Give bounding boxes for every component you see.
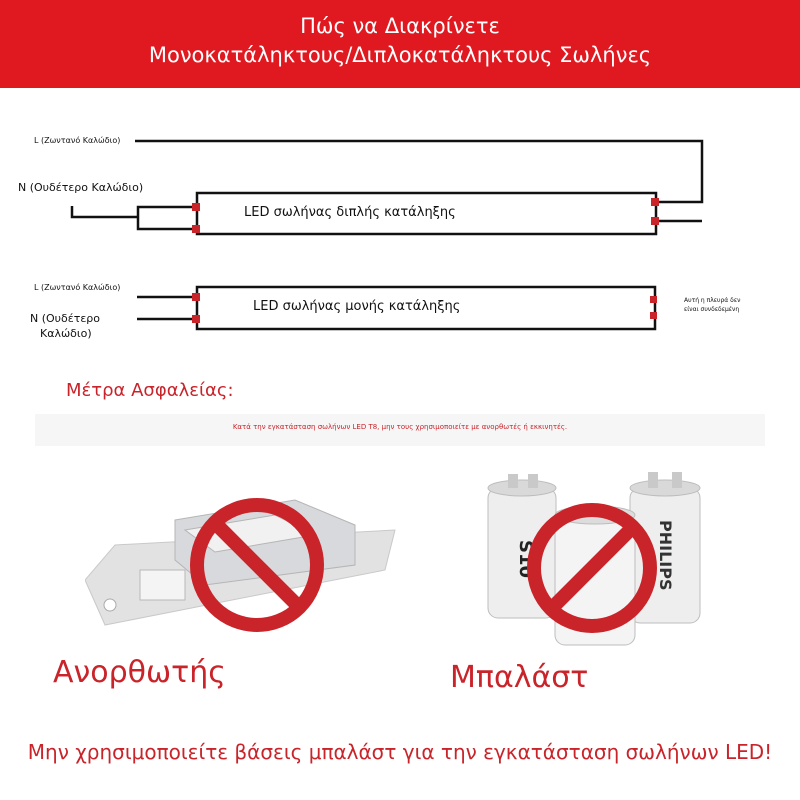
single-neutral-label-line1: N (Ουδέτερο — [30, 312, 100, 325]
double-left-pin-bottom — [192, 225, 200, 233]
double-live-label: L (Ζωντανό Καλώδιο) — [34, 136, 121, 145]
warning-text: Μην χρησιμοποιείτε βάσεις μπαλάστ για την εγκατάσταση σωλήνων LED! — [27, 740, 773, 764]
double-right-pin-bottom — [651, 217, 659, 225]
single-left-pin-top — [192, 293, 200, 301]
double-neutral-bridge — [138, 207, 197, 229]
starter-brand-text: PHILIPS — [656, 520, 675, 591]
safety-title: Μέτρα Ασφαλείας: — [66, 380, 234, 401]
ballast-label-text: Μπαλάστ — [450, 660, 589, 695]
unconnected-note-line2: είναι συνδεδεμένη — [684, 306, 740, 313]
single-right-pin-top — [650, 296, 657, 303]
header-title-line1: Πώς να Διακρίνετε — [300, 14, 500, 38]
starter-model-text: S10 — [515, 540, 536, 579]
unconnected-note-line1: Αυτή η πλευρά δεν — [684, 297, 741, 304]
double-neutral-wire — [72, 206, 138, 217]
header-title-line2: Μονοκατάληκτους/Διπλοκατάληκτους Σωλήνες — [148, 43, 652, 67]
double-tube-label: LED σωλήνας διπλής κατάληξης — [244, 205, 456, 220]
single-right-pin-bottom — [650, 312, 657, 319]
safety-notice: Κατά την εγκατάσταση σωλήνων LED T8, μην τους χρησιμοποιείτε με ανορθωτές ή εκκινητές. — [232, 423, 568, 431]
double-left-pin-top — [192, 203, 200, 211]
single-live-label: L (Ζωντανό Καλώδιο) — [34, 283, 121, 292]
ballast-starter-image — [480, 470, 710, 650]
double-right-pin-top — [651, 198, 659, 206]
rectifier-label-text: Ανορθωτής — [53, 655, 226, 690]
rectifier-terminal-block — [140, 570, 185, 600]
double-neutral-label: N (Ουδέτερο Καλώδιο) — [18, 181, 144, 194]
mounting-hole — [104, 599, 116, 611]
rectifier-image — [85, 490, 405, 650]
single-neutral-label-line2: Καλώδιο) — [40, 327, 92, 340]
single-tube-label: LED σωλήνας μονής κατάληξης — [253, 299, 461, 314]
single-left-pin-bottom — [192, 315, 200, 323]
